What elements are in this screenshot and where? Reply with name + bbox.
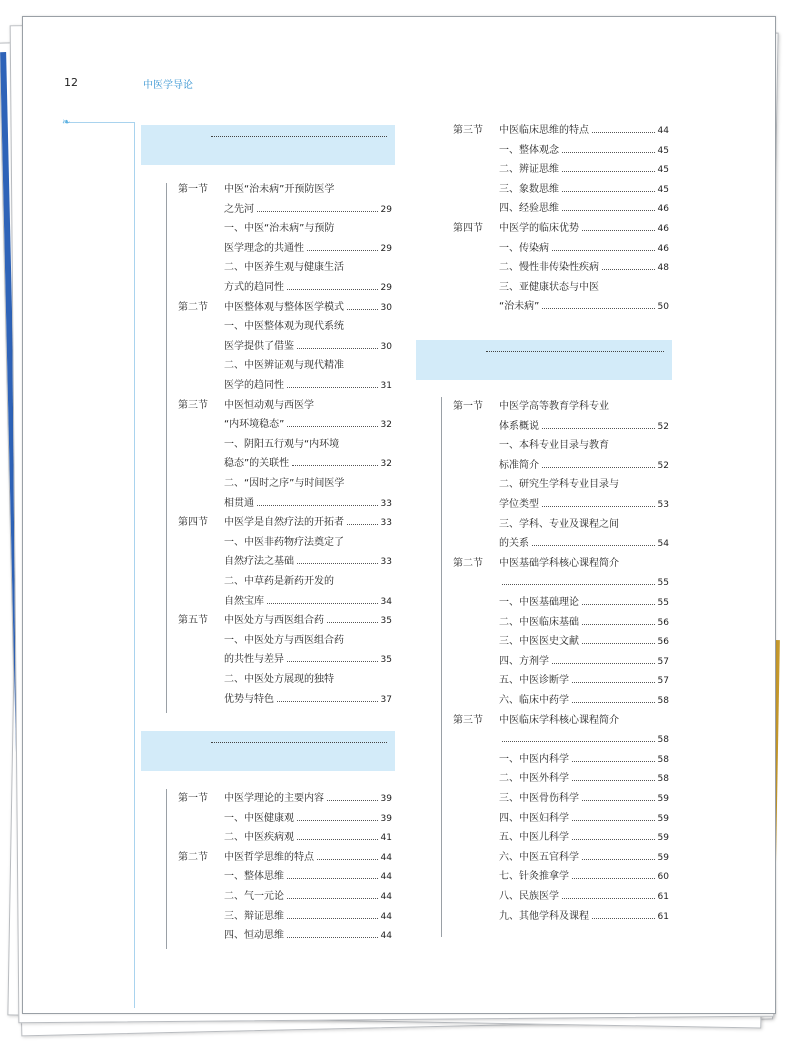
dot-leader xyxy=(486,340,664,352)
dot-leader xyxy=(572,750,655,762)
toc-section-entry[interactable] xyxy=(178,180,392,199)
entry-title: “内环境稳态” xyxy=(224,419,285,431)
entry-title: 医学的趋同性 xyxy=(224,380,284,391)
dot-leader xyxy=(327,611,378,623)
entry-title: 中医临床思维的特点 xyxy=(499,125,589,136)
entry-page-number: 46 xyxy=(657,243,669,254)
entry-title: 中医临床学科核心课程简介 xyxy=(499,714,619,726)
section-label: 第一节 xyxy=(453,401,483,412)
toc-entry[interactable] xyxy=(178,454,392,473)
toc-entry[interactable] xyxy=(178,572,392,591)
entry-title: 三、亚健康状态与中医 xyxy=(499,281,599,293)
dot-leader xyxy=(211,125,387,137)
entry-title: 一、阴阳五行观与“内环境 xyxy=(224,438,340,450)
entry-title: 医学理念的共通性 xyxy=(224,242,304,254)
entry-page-number: 61 xyxy=(657,911,669,922)
toc-entry[interactable] xyxy=(453,515,669,534)
toc-section-entry[interactable] xyxy=(178,298,392,317)
entry-title: 一、整体思维 xyxy=(224,871,284,883)
toc-entry[interactable] xyxy=(453,495,669,514)
toc-entry[interactable] xyxy=(178,809,392,828)
entry-page-number: 59 xyxy=(657,794,669,804)
toc-entry[interactable] xyxy=(178,356,392,375)
dot-leader xyxy=(287,887,378,899)
section-label: 第四节 xyxy=(178,517,208,529)
toc-section-entry[interactable] xyxy=(178,396,392,415)
entry-title: 二、中医辨证观与现代精准 xyxy=(224,360,344,372)
dot-leader xyxy=(292,454,377,466)
section-label: 第五节 xyxy=(178,615,208,627)
entry-page-number: 59 xyxy=(657,813,669,824)
toc-entry[interactable] xyxy=(453,475,669,494)
entry-title: 医学提供了借鉴 xyxy=(224,340,294,352)
chapter-header[interactable] xyxy=(141,125,395,165)
entry-title: 中医学是自然疗法的开拓者 xyxy=(224,517,344,529)
entry-title: 体系概说 xyxy=(499,420,539,432)
entry-page-number: 52 xyxy=(657,421,669,432)
entry-page-number: 41 xyxy=(380,833,392,844)
entry-title: 稳态”的关联性 xyxy=(224,458,290,470)
dot-leader xyxy=(582,632,655,644)
toc-entry[interactable] xyxy=(178,278,392,297)
entry-page-number: 52 xyxy=(657,460,669,471)
entry-page-number: 34 xyxy=(380,596,392,607)
dot-leader xyxy=(542,456,655,468)
entry-title: 二、研究生学科专业目录与 xyxy=(499,479,619,491)
entry-page-number: 45 xyxy=(657,165,669,176)
entry-title: 三、象数思维 xyxy=(499,183,559,195)
dot-leader xyxy=(542,297,654,309)
entry-page-number: 56 xyxy=(657,617,669,628)
dot-leader xyxy=(582,848,655,860)
section-label: 第二节 xyxy=(178,851,208,863)
dot-leader xyxy=(572,769,655,781)
toc-entry[interactable] xyxy=(453,297,669,316)
entry-title: 之先河 xyxy=(224,203,254,215)
section-label: 第三节 xyxy=(453,714,483,726)
section-bracket xyxy=(166,183,167,713)
entry-title: 的关系 xyxy=(499,538,529,550)
entry-title: 三、学科、专业及课程之间 xyxy=(499,518,619,530)
dot-leader xyxy=(582,593,655,605)
dot-leader xyxy=(552,652,655,664)
toc-entry[interactable] xyxy=(453,534,669,553)
entry-page-number: 35 xyxy=(380,655,392,666)
entry-title: 一、中医处方与西医组合药 xyxy=(224,634,344,646)
dot-leader xyxy=(347,298,378,310)
toc-entry[interactable] xyxy=(178,926,392,945)
entry-title: 四、经验思维 xyxy=(499,203,559,215)
running-header-title: 中医学导论 xyxy=(143,80,193,91)
dot-leader xyxy=(592,121,655,133)
entry-page-number: 29 xyxy=(380,243,392,254)
toc-entry[interactable] xyxy=(453,848,669,867)
toc-entry[interactable] xyxy=(178,552,392,571)
entry-title: 中医恒动观与西医学 xyxy=(224,399,314,411)
toc-entry[interactable] xyxy=(178,887,392,906)
toc-section-entry[interactable] xyxy=(453,219,669,238)
toc-entry[interactable] xyxy=(453,278,669,297)
dot-leader xyxy=(267,592,378,604)
entry-title: 中医“治未病”开预防医学 xyxy=(224,184,335,195)
toc-entry[interactable] xyxy=(178,337,392,356)
entry-title: 标准简介 xyxy=(499,459,539,471)
entry-title: 相贯通 xyxy=(224,497,254,509)
dot-leader xyxy=(572,867,655,879)
entry-page-number: 57 xyxy=(657,656,669,667)
entry-title: 中医学的临床优势 xyxy=(499,223,579,234)
dot-leader xyxy=(307,239,378,251)
entry-page-number: 45 xyxy=(657,184,669,195)
toc-entry[interactable] xyxy=(178,670,392,689)
entry-title: 一、中医基础理论 xyxy=(499,597,579,608)
entry-page-number: 33 xyxy=(380,557,392,568)
toc-entry[interactable] xyxy=(453,456,669,475)
entry-title: 四、恒动思维 xyxy=(224,930,284,942)
entry-page-number: 35 xyxy=(380,616,392,627)
entry-page-number: 39 xyxy=(380,813,392,824)
entry-page-number: 44 xyxy=(380,892,392,902)
dot-leader xyxy=(582,219,655,231)
entry-title: 一、中医整体观为现代系统 xyxy=(224,321,344,333)
toc-entry[interactable] xyxy=(453,632,669,651)
entry-title: 自然疗法之基础 xyxy=(224,556,294,568)
toc-entry[interactable] xyxy=(453,613,669,632)
dot-leader xyxy=(257,200,378,212)
toc-entry[interactable] xyxy=(178,415,392,434)
entry-title: 五、中医诊断学 xyxy=(499,675,569,687)
entry-title: 二、“因时之序”与时间医学 xyxy=(224,478,345,489)
dot-leader xyxy=(257,494,378,506)
entry-title: 三、中医医史文献 xyxy=(499,636,579,648)
toc-entry[interactable] xyxy=(178,200,392,219)
toc-entry[interactable] xyxy=(178,474,392,493)
entry-page-number: 59 xyxy=(657,852,669,863)
section-label: 第二节 xyxy=(453,557,483,569)
entry-title: 二、中医疾病观 xyxy=(224,832,294,844)
dot-leader xyxy=(287,376,378,388)
entry-page-number: 58 xyxy=(657,735,669,746)
toc-entry[interactable] xyxy=(178,239,392,258)
entry-page-number: 53 xyxy=(657,500,669,510)
dot-leader xyxy=(287,867,378,879)
dot-leader xyxy=(297,552,378,564)
entry-title: 一、中医内科学 xyxy=(499,753,569,765)
entry-title: 七、针灸推拿学 xyxy=(499,871,569,883)
entry-title: 一、中医健康观 xyxy=(224,812,294,824)
toc-entry[interactable] xyxy=(178,631,392,650)
entry-title: 的共性与差异 xyxy=(224,654,284,666)
toc-entry[interactable] xyxy=(453,417,669,436)
entry-page-number: 58 xyxy=(657,696,669,706)
entry-title: 学位类型 xyxy=(499,499,539,510)
entry-page-number: 55 xyxy=(657,578,669,589)
entry-title: 五、中医儿科学 xyxy=(499,832,569,844)
dot-leader xyxy=(582,789,655,801)
toc-entry[interactable] xyxy=(178,317,392,336)
entry-page-number: 58 xyxy=(657,754,669,765)
dot-leader xyxy=(542,495,655,507)
entry-title: 二、气一元论 xyxy=(224,891,284,902)
dot-leader xyxy=(562,887,655,899)
toc-section-entry[interactable] xyxy=(178,611,392,630)
section-bracket xyxy=(166,789,167,949)
toc-section-entry[interactable] xyxy=(453,711,669,730)
header-rule xyxy=(66,122,134,123)
entry-title: “治未病” xyxy=(499,301,540,313)
entry-page-number: 58 xyxy=(657,774,669,785)
dot-leader xyxy=(277,690,378,702)
toc-entry[interactable] xyxy=(453,258,669,277)
page-number: 12 xyxy=(64,76,78,89)
dot-leader xyxy=(572,828,655,840)
entry-page-number: 59 xyxy=(657,833,669,844)
dot-leader xyxy=(562,199,655,211)
section-label: 第一节 xyxy=(178,184,208,195)
toc-section-entry[interactable] xyxy=(453,397,669,416)
section-label: 第四节 xyxy=(453,223,483,234)
toc-entry[interactable] xyxy=(178,435,392,454)
toc-entry[interactable] xyxy=(178,592,392,611)
toc-entry[interactable] xyxy=(453,436,669,455)
toc-entry[interactable] xyxy=(453,789,669,808)
toc-entry[interactable] xyxy=(453,828,669,847)
dot-leader xyxy=(297,337,378,349)
dot-leader xyxy=(297,828,378,840)
toc-entry[interactable] xyxy=(178,533,392,552)
section-label: 第二节 xyxy=(178,301,208,313)
entry-page-number: 46 xyxy=(657,224,669,234)
entry-page-number: 44 xyxy=(380,852,392,863)
entry-title: 二、中医外科学 xyxy=(499,773,569,785)
entry-page-number: 29 xyxy=(380,204,392,215)
entry-title: 一、传染病 xyxy=(499,242,549,254)
dot-leader xyxy=(211,731,387,743)
entry-title: 二、中医处方展现的独特 xyxy=(224,674,334,685)
dot-leader xyxy=(552,239,655,251)
toc-entry[interactable] xyxy=(178,690,392,709)
entry-title: 二、辨证思维 xyxy=(499,164,559,176)
entry-title: 二、中医临床基础 xyxy=(499,616,579,628)
entry-page-number: 33 xyxy=(380,498,392,509)
dot-leader xyxy=(317,848,378,860)
dot-leader xyxy=(562,141,655,153)
entry-title: 二、慢性非传染性疾病 xyxy=(499,262,599,274)
toc-entry[interactable] xyxy=(453,180,669,199)
entry-title: 三、中医骨伤科学 xyxy=(499,793,579,804)
dot-leader xyxy=(347,513,378,525)
entry-page-number: 50 xyxy=(657,302,669,313)
entry-page-number: 46 xyxy=(657,204,669,215)
toc-entry[interactable] xyxy=(178,494,392,513)
toc-section-entry[interactable] xyxy=(453,554,669,573)
toc-entry[interactable] xyxy=(178,258,392,277)
entry-page-number: 44 xyxy=(380,931,392,942)
dot-leader xyxy=(592,907,655,919)
toc-entry[interactable] xyxy=(178,219,392,238)
entry-page-number: 29 xyxy=(380,283,392,293)
dot-leader xyxy=(287,907,378,919)
entry-title: 自然宝库 xyxy=(224,595,264,607)
dot-leader xyxy=(562,180,655,192)
toc-entry[interactable] xyxy=(178,907,392,926)
toc-entry[interactable] xyxy=(453,730,669,749)
dot-leader xyxy=(532,534,655,546)
entry-page-number: 44 xyxy=(657,126,669,136)
dot-leader xyxy=(502,573,655,585)
entry-page-number: 56 xyxy=(657,637,669,648)
toc-entry[interactable] xyxy=(453,199,669,218)
entry-title: 方式的趋同性 xyxy=(224,282,284,293)
entry-page-number: 45 xyxy=(657,145,669,156)
entry-page-number: 39 xyxy=(380,794,392,804)
toc-entry[interactable] xyxy=(453,593,669,612)
toc-entry[interactable] xyxy=(453,239,669,258)
toc-entry[interactable] xyxy=(178,828,392,847)
entry-title: 六、中医五官科学 xyxy=(499,851,579,863)
entry-page-number: 30 xyxy=(380,302,392,313)
dot-leader xyxy=(572,809,655,821)
entry-page-number: 44 xyxy=(380,872,392,883)
entry-page-number: 37 xyxy=(380,694,392,705)
toc-section-entry[interactable] xyxy=(453,121,669,140)
toc-entry[interactable] xyxy=(453,141,669,160)
entry-page-number: 32 xyxy=(380,420,392,431)
entry-page-number: 48 xyxy=(657,263,669,274)
entry-page-number: 30 xyxy=(380,341,392,352)
entry-title: 中医基础学科核心课程简介 xyxy=(499,557,619,569)
toc-entry[interactable] xyxy=(178,650,392,669)
toc-entry[interactable] xyxy=(453,750,669,769)
entry-title: 优势与特色 xyxy=(224,693,274,705)
toc-entry[interactable] xyxy=(453,691,669,710)
entry-title: 中医学理论的主要内容 xyxy=(224,793,324,804)
left-rail-line xyxy=(134,122,135,1008)
entry-page-number: 54 xyxy=(657,539,669,550)
dot-leader xyxy=(287,650,378,662)
toc-entry[interactable] xyxy=(453,573,669,592)
section-label: 第一节 xyxy=(178,793,208,804)
dot-leader xyxy=(327,789,378,801)
chapter-header[interactable] xyxy=(141,731,395,771)
section-label: 第三节 xyxy=(178,399,208,411)
section-bracket xyxy=(441,397,442,937)
entry-page-number: 57 xyxy=(657,676,669,687)
entry-title: 九、其他学科及课程 xyxy=(499,910,589,922)
dot-leader xyxy=(602,258,655,270)
toc-entry[interactable] xyxy=(453,671,669,690)
dot-leader xyxy=(287,278,378,290)
entry-page-number: 60 xyxy=(657,872,669,883)
dot-leader xyxy=(287,415,377,427)
entry-title: 一、中医非药物疗法奠定了 xyxy=(224,536,344,548)
entry-title: 中医学高等教育学科专业 xyxy=(499,401,609,412)
entry-title: 二、中医养生观与健康生活 xyxy=(224,262,344,274)
toc-entry[interactable] xyxy=(178,867,392,886)
section-label: 第三节 xyxy=(453,125,483,136)
entry-page-number: 32 xyxy=(380,459,392,470)
toc-entry[interactable] xyxy=(453,887,669,906)
dot-leader xyxy=(297,809,378,821)
toc-entry[interactable] xyxy=(453,867,669,886)
entry-title: 三、辩证思维 xyxy=(224,910,284,922)
entry-title: 四、中医妇科学 xyxy=(499,812,569,824)
toc-entry[interactable] xyxy=(453,652,669,671)
chapter-header[interactable] xyxy=(416,340,672,380)
entry-title: 一、本科专业目录与教育 xyxy=(499,440,609,452)
toc-entry[interactable] xyxy=(453,769,669,788)
entry-title: 中医处方与西医组合药 xyxy=(224,615,324,627)
toc-section-entry[interactable] xyxy=(178,848,392,867)
entry-page-number: 61 xyxy=(657,892,669,902)
toc-entry[interactable] xyxy=(453,907,669,926)
dot-leader xyxy=(582,613,655,625)
entry-title: 六、临床中药学 xyxy=(499,695,569,706)
toc-entry[interactable] xyxy=(453,809,669,828)
dot-leader xyxy=(562,160,655,172)
entry-title: 中医整体观与整体医学模式 xyxy=(224,301,344,313)
entry-title: 四、方剂学 xyxy=(499,655,549,667)
dot-leader xyxy=(542,417,655,429)
entry-title: 一、中医“治未病”与预防 xyxy=(224,223,335,235)
entry-page-number: 55 xyxy=(657,598,669,608)
toc-entry[interactable] xyxy=(178,376,392,395)
leaf-icon: ❧ xyxy=(62,117,71,128)
toc-entry[interactable] xyxy=(453,160,669,179)
entry-title: 八、民族医学 xyxy=(499,891,559,902)
entry-page-number: 44 xyxy=(380,911,392,922)
toc-section-entry[interactable] xyxy=(178,513,392,532)
entry-page-number: 33 xyxy=(380,518,392,529)
entry-title: 一、整体观念 xyxy=(499,144,559,156)
entry-title: 二、中草药是新药开发的 xyxy=(224,576,334,587)
dot-leader xyxy=(572,671,655,683)
entry-page-number: 31 xyxy=(380,381,392,391)
entry-title: 中医哲学思维的特点 xyxy=(224,851,314,863)
toc-section-entry[interactable] xyxy=(178,789,392,808)
dot-leader xyxy=(572,691,655,703)
dot-leader xyxy=(287,926,378,938)
dot-leader xyxy=(502,730,655,742)
